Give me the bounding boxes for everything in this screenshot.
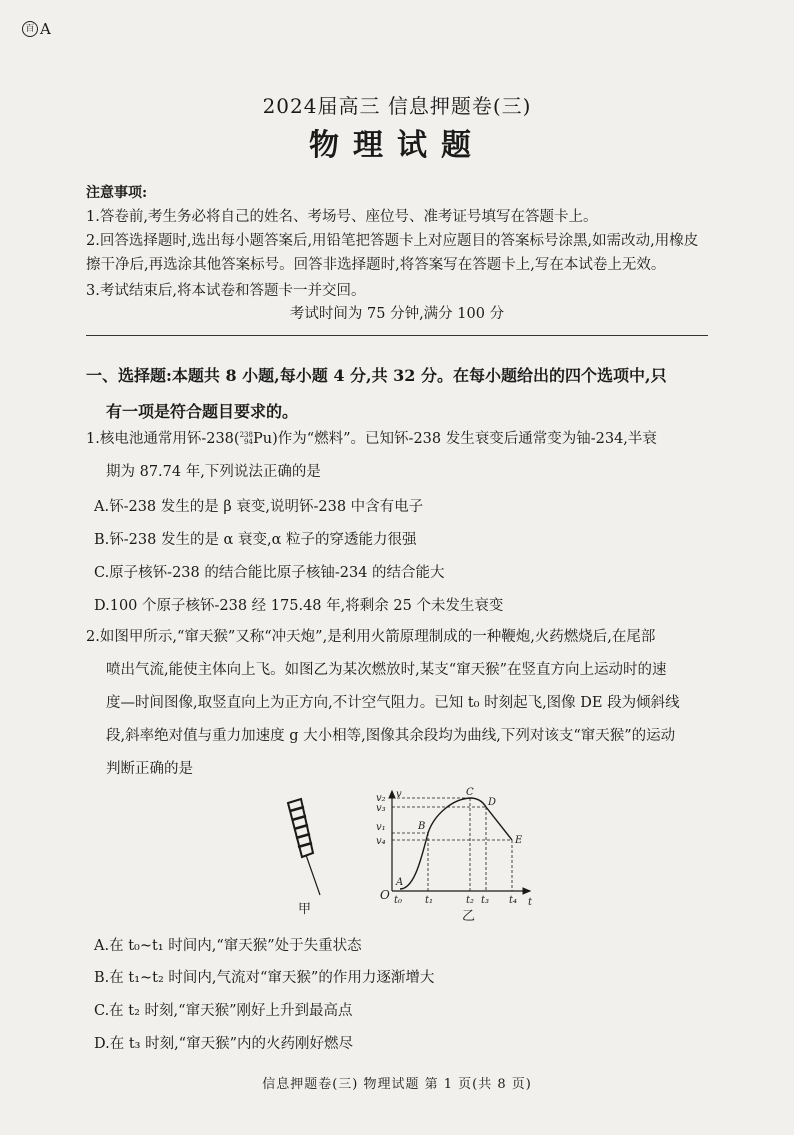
- tick-t2: t₂: [466, 895, 475, 906]
- fig-jia-label: 甲: [298, 902, 312, 917]
- q1-stem-part-a: 1.核电池通常用钚-238(: [86, 431, 240, 447]
- isotope-indices: [240, 432, 253, 446]
- v-axis-label: v: [396, 789, 402, 800]
- q2-stem-line3: 度—时间图像,取竖直向上为正方向,不计空气阻力。已知 t₀ 时刻起飞,图像 DE 段为倾斜线: [106, 695, 680, 711]
- exam-time: 考试时间为 75 分钟,满分 100 分: [289, 306, 505, 322]
- q1-stem-line2: 期为 87.74 年,下列说法正确的是: [106, 464, 321, 480]
- vt-graph: [370, 785, 540, 925]
- section-heading: [86, 358, 716, 430]
- note-item-1: 1.答卷前,考生务必将自己的姓名、考场号、座位号、准考证号填写在答题卡上。: [86, 209, 598, 225]
- point-b-label: B: [418, 821, 426, 832]
- q2-stem-line2: 喷出气流,能使主体向上飞。如图乙为某次燃放时,某支“窜天猴”在竖直方向上运动时的速: [106, 662, 667, 678]
- guide-lines: [392, 798, 512, 891]
- point-e-label: E: [515, 835, 523, 846]
- tick-v4: v₄: [376, 836, 386, 847]
- isotope-mass: 238: [239, 431, 253, 439]
- corner-circle-char: 百: [22, 21, 38, 37]
- tick-v3: v₃: [376, 803, 386, 814]
- notes-title: 注意事项:: [86, 185, 148, 201]
- note-item-3: 3.考试结束后,将本试卷和答题卡一并交回。: [86, 283, 366, 299]
- exam-subtitle: 2024届高三 信息押题卷(三): [262, 94, 532, 118]
- vt-curve: [400, 798, 512, 889]
- tick-t3: t₃: [481, 895, 490, 906]
- tick-t4: t₄: [509, 895, 518, 906]
- q2-option-c: C.在 t₂ 时刻,“窜天猴”刚好上升到最高点: [94, 1003, 353, 1019]
- q2-option-b: B.在 t₁~t₂ 时间内,气流对“窜天猴”的作用力逐渐增大: [94, 970, 435, 986]
- isotope-symbol: Pu: [252, 431, 273, 447]
- section-heading-line1: 一、选择题:本题共 8 小题,每小题 4 分,共 32 分。在每小题给出的四个选项中,只: [86, 366, 667, 385]
- v-axis-arrow-icon: [389, 791, 395, 798]
- page-footer: 信息押题卷(三) 物理试题 第 1 页(共 8 页): [262, 1077, 532, 1092]
- q1-option-c: C.原子核钚-238 的结合能比原子核铀-234 的结合能大: [94, 565, 445, 581]
- q1-option-b: B.钚-238 发生的是 α 衰变,α 粒子的穿透能力很强: [94, 532, 417, 548]
- q1-option-d: D.100 个原子核钚-238 经 175.48 年,将剩余 25 个未发生衰变: [94, 598, 504, 614]
- tick-v2: v₂: [376, 793, 386, 804]
- q2-stem-line5: 判断正确的是: [106, 761, 193, 777]
- q1-stem-part-b: )作为“燃料”。已知钚-238 发生衰变后通常变为铀-234,半衰: [272, 431, 657, 447]
- section-heading-line2: 有一项是符合题目要求的。: [106, 402, 299, 421]
- t-axis-label: t: [528, 897, 533, 908]
- point-c-label: C: [466, 787, 474, 798]
- note-item-2a: 2.回答选择题时,选出每小题答案后,用铅笔把答题卡上对应题目的答案标号涂黑,如需改动,用橡皮: [86, 233, 699, 249]
- q2-option-a: A.在 t₀~t₁ 时间内,“窜天猴”处于失重状态: [94, 938, 362, 954]
- q2-stem-line4: 段,斜率绝对值与重力加速度 g 大小相等,图像其余段均为曲线,下列对该支“窜天猴”的运动: [106, 728, 676, 744]
- corner-letter: A: [40, 20, 51, 38]
- q1-stem-line1: [86, 428, 657, 450]
- origin-label: O: [380, 888, 390, 902]
- tick-v1: v₁: [376, 822, 386, 833]
- q1-option-a: A.钚-238 发生的是 β 衰变,说明钚-238 中含有电子: [94, 499, 424, 515]
- note-item-2b: 擦干净后,再选涂其他答案标号。回答非选择题时,将答案写在答题卡上,写在本试卷上无效。: [86, 257, 666, 273]
- t-axis-arrow-icon: [523, 888, 530, 894]
- tick-t1: t₁: [425, 895, 434, 906]
- point-a-label: A: [396, 877, 404, 888]
- divider: [86, 335, 708, 336]
- firework-figure: [270, 795, 350, 920]
- q2-stem-line1: 2.如图甲所示,“窜天猴”又称“冲天炮”,是利用火箭原理制成的一种鞭炮,火药燃烧后,在尾部: [86, 629, 656, 645]
- corner-mark: [22, 20, 51, 38]
- fig-yi-label: 乙: [462, 909, 476, 924]
- firework-body-icon: [288, 799, 320, 895]
- exam-title: 物理试题: [309, 128, 485, 163]
- point-d-label: D: [488, 797, 497, 808]
- tick-t0: t₀: [394, 895, 403, 906]
- isotope-number: 94: [244, 438, 253, 446]
- q2-option-d: D.在 t₃ 时刻,“窜天猴”内的火药刚好燃尽: [94, 1036, 354, 1052]
